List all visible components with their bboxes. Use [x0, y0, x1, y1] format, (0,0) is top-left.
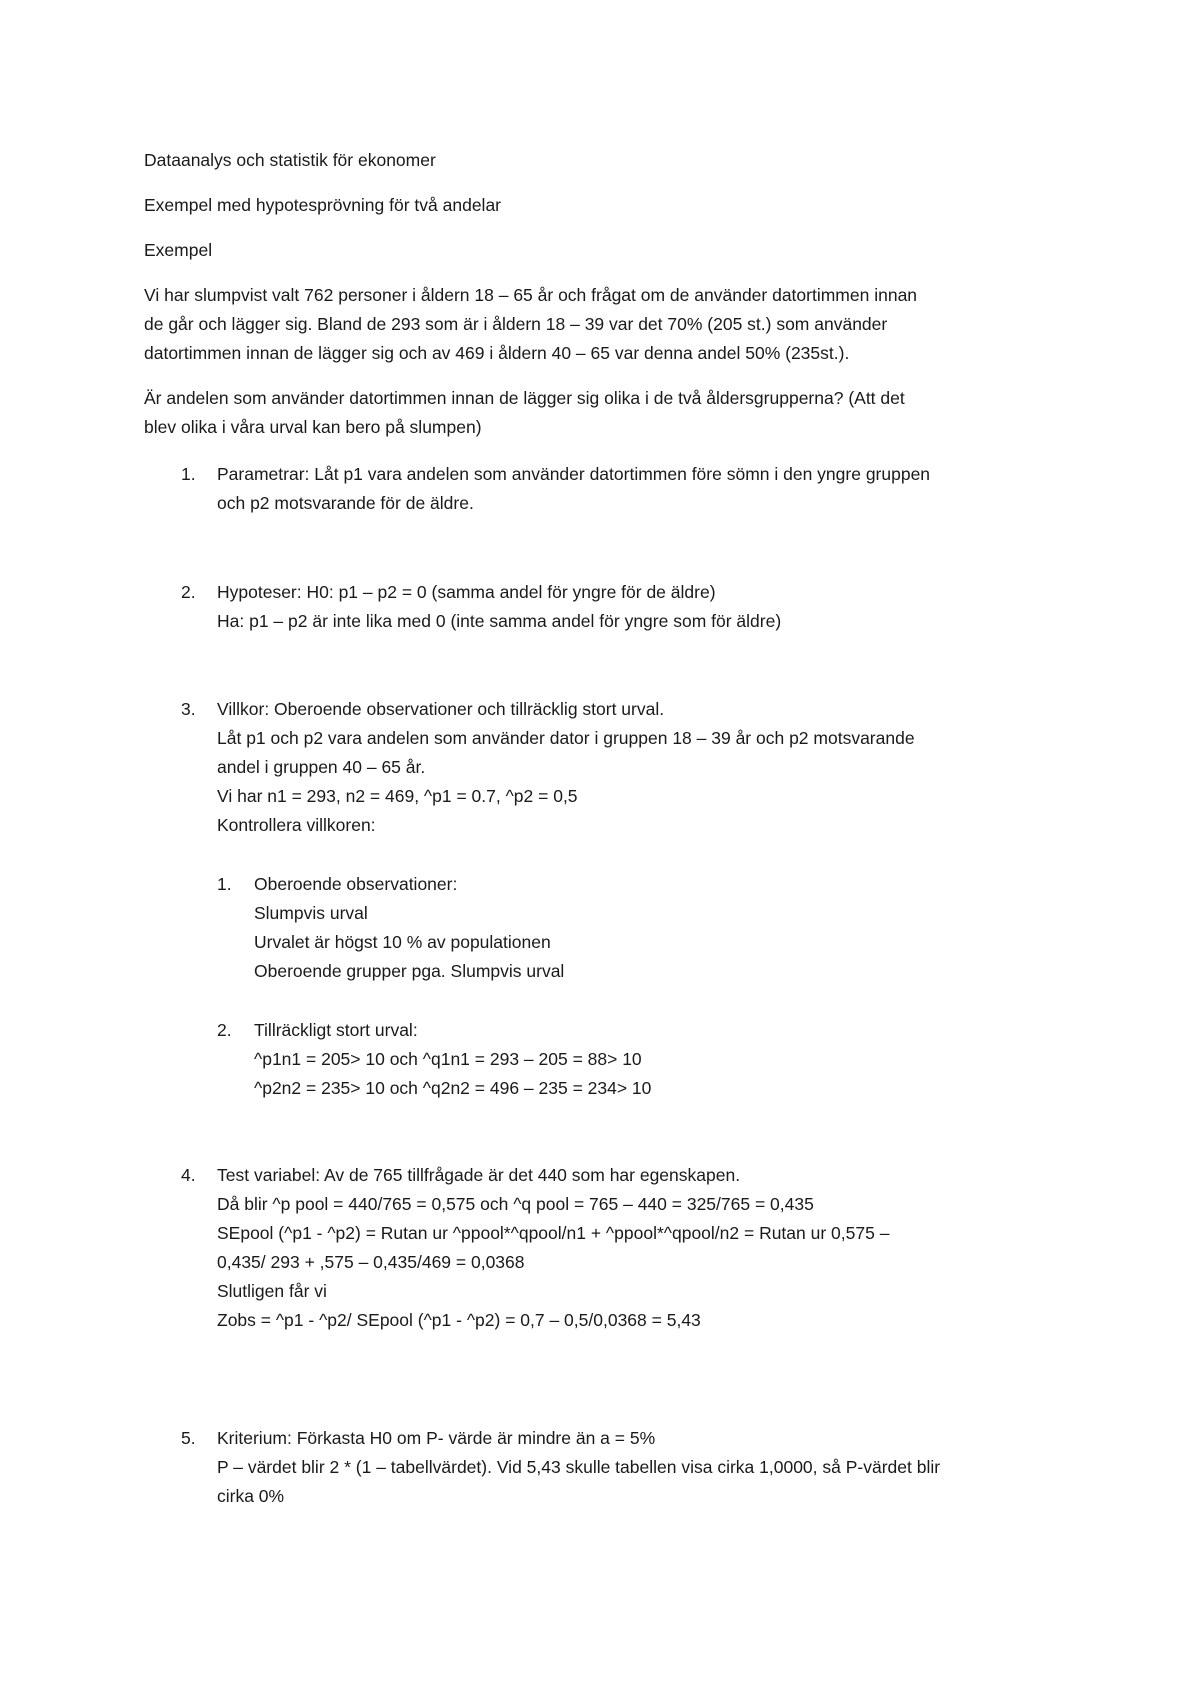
substep-number: 2.	[217, 1020, 232, 1040]
intro-paragraph: Vi har slumpvist valt 762 personer i åldern 18 – 65 år och frågat om de använder datortimmen innan de går och lägger sig. Bland de 293 som är i åldern 18 – 39 var det 70% (205 st.) som använder datortimmen innan de lägger sig och av 469 i åldern 40 – 65 var denna andel 50% (235st.).	[144, 285, 918, 363]
step-number: 4.	[181, 1165, 196, 1185]
substep-sample-size: 2. Tillräckligt stort urval: ^p1n1 = 205> 10 och ^q1n1 = 293 – 205 = 88> 10 ^p2n2 = 235> 10 och ^q2n2 = 496 – 235 = 234> 10	[144, 1016, 1064, 1103]
substep-independent-observations: 1. Oberoende observationer: Slumpvis urval Urvalet är högst 10 % av populationen Oberoende grupper pga. Slumpvis urval	[144, 870, 1064, 986]
step-number: 5.	[181, 1428, 196, 1448]
section-label: Exempel	[144, 240, 213, 260]
step-test-variable: 4. Test variabel: Av de 765 tillfrågade är det 440 som har egenskapen. Då blir ^p pool = 440/765 = 0,575 och ^q pool = 765 – 440 = 325/765 = 0,435 SEpool (^p1 - ^p2) = Rutan ur ^ppool*^qpool/n1 + ^ppool*^qpool/n2 = Rutan ur 0,575 – 0,435/ 293 + ,575 – 0,435/469 = 0,0368 Slutligen får vi Zobs = ^p1 - ^p2/ SEpool (^p1 - ^p2) = 0,7 – 0,5/0,0368 = 5,43	[144, 1161, 1064, 1335]
step-number: 1.	[181, 464, 196, 484]
step-criterion: 5. Kriterium: Förkasta H0 om P- värde är mindre än a = 5% P – värdet blir 2 * (1 – tabellvärdet). Vid 5,43 skulle tabellen visa cirka 1,0000, så P-värdet blir cirka 0%	[144, 1424, 1064, 1511]
substep-number: 1.	[217, 874, 232, 894]
step-number: 3.	[181, 699, 196, 719]
step-hypotheses: 2. Hypoteser: H0: p1 – p2 = 0 (samma andel för yngre för de äldre) Ha: p1 – p2 är inte lika med 0 (inte samma andel för yngre som för äldre)	[144, 578, 1064, 636]
question-paragraph: Är andelen som använder datortimmen innan de lägger sig olika i de två åldersgrupperna? (Att det blev olika i våra urval kan bero på slumpen)	[144, 388, 905, 437]
step-conditions: 3. Villkor: Oberoende observationer och tillräcklig stort urval. Låt p1 och p2 vara andelen som använder dator i gruppen 18 – 39 år och p2 motsvarande andel i gruppen 40 – 65 år. Vi har n1 = 293, n2 = 469, ^p1 = 0.7, ^p2 = 0,5 Kontrollera villkoren:	[144, 695, 1064, 840]
document-subtitle: Exempel med hypotesprövning för två andelar	[144, 195, 502, 215]
step-parameters: 1. Parametrar: Låt p1 vara andelen som använder datortimmen före sömn i den yngre gruppen och p2 motsvarande för de äldre.	[144, 460, 1064, 518]
step-number: 2.	[181, 582, 196, 602]
document-page	[144, 146, 1064, 1511]
course-title: Dataanalys och statistik för ekonomer	[144, 150, 436, 170]
